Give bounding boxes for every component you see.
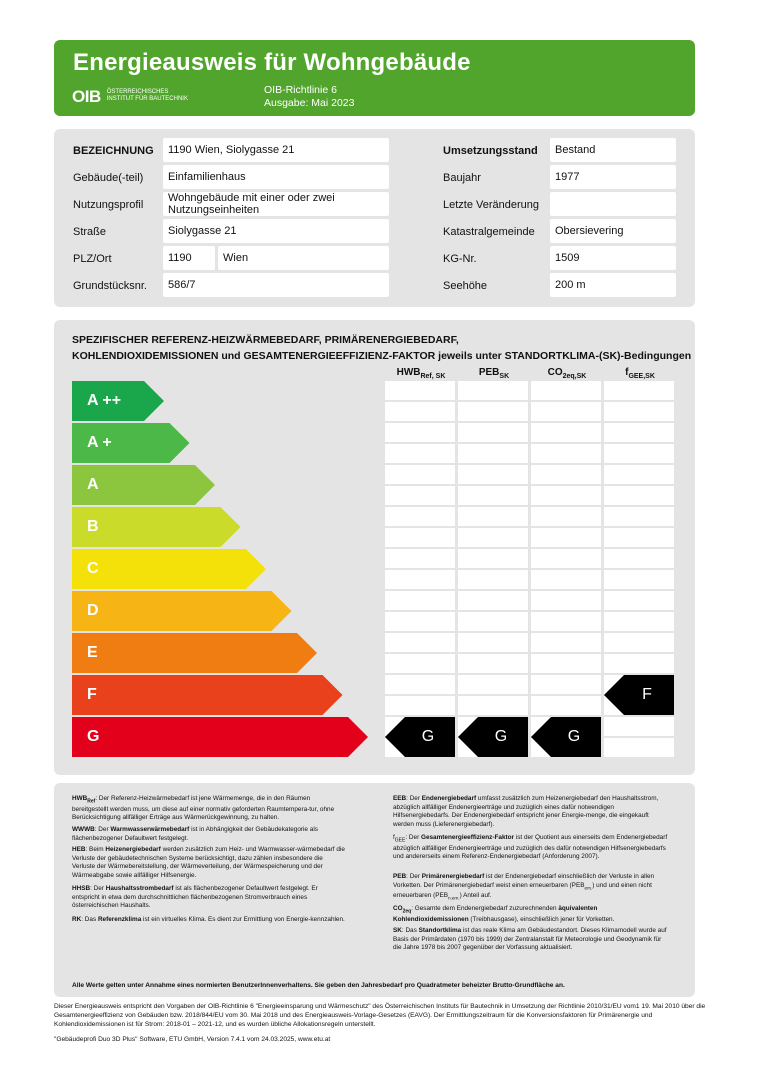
column-header-hwb	[385, 367, 457, 380]
rating-marker-label: G	[494, 728, 508, 745]
definition-co2-pre: : Gesamte dem Endenergiebedarf zuzurechnenden	[411, 905, 559, 912]
nutzungsprofil-value	[163, 192, 389, 216]
scale-grid-cell	[458, 675, 528, 694]
scale-grid-cell	[385, 381, 455, 400]
scale-grid-cell	[458, 486, 528, 505]
definition-eeb	[393, 795, 668, 829]
definition-co2-text: (Treibhausgase), einschließlich jener für Vorketten.	[468, 915, 615, 923]
definition-fgee	[393, 834, 668, 862]
definition-hwb	[72, 795, 347, 823]
scale-grid-cell	[458, 423, 528, 442]
scale-grid-cell	[458, 654, 528, 673]
katastralgemeinde-value: Obersievering	[550, 219, 676, 243]
column-header-peb-main: PEB	[478, 367, 500, 378]
scale-grid-cell	[531, 486, 601, 505]
definition-fgee-term: f	[393, 834, 395, 841]
scale-grid-cell	[604, 423, 674, 442]
definition-peb	[393, 873, 668, 903]
energy-title	[72, 332, 692, 364]
ausgabe-label: Ausgabe: Mai 2023	[264, 97, 355, 109]
scale-grid-cell	[604, 402, 674, 421]
nutzungsprofil-label: Nutzungsprofil	[73, 199, 144, 211]
definition-hhsb	[72, 885, 347, 911]
kg-nr-label: KG-Nr.	[443, 253, 477, 265]
umsetzungsstand-value: Bestand	[550, 138, 676, 162]
seehoehe-label: Seehöhe	[443, 280, 488, 292]
definition-heb-bold: Heizenergiebedarf	[105, 846, 161, 853]
definition-wwwb	[72, 826, 347, 843]
definition-rk-term: RK	[72, 916, 82, 923]
scale-grid-cell	[458, 381, 528, 400]
scale-grid-cell	[604, 633, 674, 652]
scale-grid-cell	[458, 591, 528, 610]
definition-fgee-text: ist der Quotient aus einerseits dem Endenergiebedarf abzüglich allfälliger Endenergieerträge und zuzüglich des dafür notwendigen Hilfsenergiebedarfs und andererseits einem Referenz-Endenergiebedarf (Anforderung 2007).	[393, 834, 668, 861]
oib-logo-mark: OIB	[72, 86, 101, 106]
definition-peb-bold: Primärenergiebedarf	[421, 873, 485, 880]
definition-fgee-pre: : Der	[405, 834, 421, 841]
ort-value: Wien	[218, 246, 389, 270]
scale-grid-cell	[385, 465, 455, 484]
definition-co2-term: CO	[393, 905, 403, 912]
definition-heb-text: werden zusätzlich zum Heiz- und Warmwasser-wärmebedarf die Verluste der gebäudetechnischen Systeme berücksichtigt, dazu zählen insbesondere die Verluste der Wärmebereitstellung, der Wärmeverteilung, der Wärmespeicherung und der Wärmeabgabe sowie allfälliger Hilfsenergie.	[72, 846, 345, 879]
scale-grid-cell	[531, 444, 601, 463]
energy-title-line1: SPEZIFISCHER REFERENZ-HEIZWÄRMEBEDARF, PRIMÄRENERGIEBEDARF,	[72, 334, 459, 346]
document-title: Energieausweis für Wohngebäude	[73, 49, 471, 76]
energy-rating-panel	[54, 320, 695, 775]
definition-hwb-sub: Ref	[87, 798, 96, 805]
definition-peb-term: PEB	[393, 873, 407, 880]
scale-grid-cell	[458, 507, 528, 526]
class-arrow-g	[72, 717, 368, 757]
definition-peb-sub1: ern.	[584, 884, 593, 890]
scale-grid-cell	[458, 402, 528, 421]
definition-hwb-term: HWB	[72, 795, 88, 802]
scale-grid-cell	[604, 570, 674, 589]
definition-eeb-text: umfasst zusätzlich zum Heizenergiebedarf den Haushaltsstrom, abzüglich allfälliger Endenergieerträge und zuzüglich eines dafür notwendigen Hilfsenergiebedarfs. Der Endenergiebedarf entspricht jener Energie-menge, die eingekauft werden muss (Lieferenergiebedarf).	[393, 795, 659, 828]
definition-rk-pre: : Das	[81, 916, 98, 923]
footer-legal-text: Dieser Energieausweis entspricht den Vorgaben der OIB-Richtlinie 6 "Energieeinsparung und Wärmeschutz" des Österreichischen Instituts für Bautechnik in Umsetzung der Richtlinie 2010/31/EU vom1 19. Mai 2010 über die Gesamtenergieeffizienz von Gebäuden bzw. 2018/844/EU vom 30. Mai 2018 und des Energieausweis-Vorlage-Gesetzes (EAVG). Der Ermittlungszeitraum für die Konversionsfaktoren für Primärenergie und Kohlendioxidemissionen ist für Strom: 2018-01 – 2021-12, und es wurden übliche Allokationsregeln unterstellt.	[54, 1003, 706, 1028]
katastralgemeinde-label: Katastralgemeinde	[443, 226, 535, 238]
rating-marker-label: F	[642, 686, 652, 703]
class-arrow-d	[72, 591, 292, 631]
definition-co2-bold: äquivalenten Kohlendioxidemissionen	[393, 905, 598, 923]
definition-hhsb-pre: : Der	[90, 885, 106, 892]
scale-grid-cell	[531, 549, 601, 568]
definition-hwb-text: : Der Referenz-Heizwärmebedarf ist jene Wärmemenge, die in den Räumen bereitgestellt werden muss, um diese auf einer normativ geforderten Raumtempera-tur, ohne Berücksichtigung allfälliger Erträge aus Wärmerückgewinnung, zu halten.	[72, 795, 335, 822]
scale-grid-cell	[531, 696, 601, 715]
scale-grid-cell	[604, 591, 674, 610]
strasse-label: Straße	[73, 226, 107, 238]
scale-grid-cell	[531, 423, 601, 442]
definition-co2	[393, 905, 668, 924]
scale-grid-cell	[604, 738, 674, 757]
baujahr-label: Baujahr	[443, 172, 481, 184]
gebaeude-label: Gebäude(-teil)	[73, 172, 144, 184]
definition-heb-term: HEB	[72, 846, 86, 853]
class-label-aplus: A +	[87, 434, 112, 451]
definition-wwwb-pre: : Der	[94, 826, 111, 833]
definition-eeb-bold: Endenergiebedarf	[421, 795, 477, 802]
definition-hhsb-text: ist als flächenbezogener Defaultwert festgelegt. Er entspricht in etwa dem durchschnittlichen flächenbezogenen Stromverbrauch eines österreichischen Haushalts.	[72, 885, 318, 910]
definition-peb-pre: : Der	[406, 873, 422, 880]
umsetzungsstand-label: Umsetzungsstand	[443, 145, 538, 157]
scale-grid-cell	[458, 633, 528, 652]
column-header-co2-sub: 2eq,SK	[562, 373, 587, 380]
scale-grid-cell	[458, 444, 528, 463]
class-label-aplusplus: A ++	[87, 392, 122, 409]
class-label-e: E	[87, 644, 98, 661]
column-header-hwb-main: HWB	[396, 367, 421, 378]
letzte-veraenderung-value	[550, 192, 676, 216]
scale-grid-cell	[531, 675, 601, 694]
nutzungsprofil-line1: Wohngebäude mit einer oder zwei	[168, 192, 335, 204]
column-header-co2-main: CO	[547, 367, 563, 378]
scale-grid-cell	[604, 444, 674, 463]
class-label-c: C	[87, 560, 99, 577]
gebaeude-value: Einfamilienhaus	[163, 165, 389, 189]
scale-grid-cell	[604, 486, 674, 505]
column-header-fgee-main: f	[625, 367, 629, 378]
plzort-label: PLZ/Ort	[73, 253, 112, 265]
scale-grid-cell	[385, 507, 455, 526]
definition-peb-end: ) Anteil auf.	[459, 892, 492, 900]
definition-sk	[393, 927, 668, 953]
scale-grid-cell	[604, 717, 674, 736]
scale-grid-cell	[531, 528, 601, 547]
scale-grid-cell	[385, 675, 455, 694]
scale-grid-cell	[458, 696, 528, 715]
scale-grid-cell	[385, 549, 455, 568]
scale-grid-cell	[531, 465, 601, 484]
scale-grid-cell	[385, 444, 455, 463]
scale-grid-cell	[531, 507, 601, 526]
scale-grid-cell	[604, 465, 674, 484]
scale-grid-cell	[604, 549, 674, 568]
rating-marker-label: G	[421, 728, 435, 745]
scale-grid-cell	[458, 612, 528, 631]
class-label-g: G	[87, 728, 100, 745]
column-header-hwb-sub: Ref, SK	[420, 373, 446, 380]
oib-logo-text	[107, 89, 188, 103]
column-header-co2	[531, 367, 603, 380]
definition-sk-pre: : Das	[401, 927, 419, 934]
scale-grid-cell	[531, 591, 601, 610]
scale-grid-cell	[385, 486, 455, 505]
class-label-a: A	[87, 476, 99, 493]
definition-sk-term: SK	[393, 927, 402, 934]
scale-grid-cell	[531, 654, 601, 673]
definition-wwwb-text: ist in Abhängigkeit der Gebäudekategorie als flächenbezogener Defaultwert festgelegt.	[72, 826, 318, 842]
class-label-d: D	[87, 602, 99, 619]
definition-eeb-term: EEB	[393, 795, 407, 802]
scale-grid-cell	[385, 528, 455, 547]
scale-grid-cell	[604, 528, 674, 547]
bezeichnung-value: 1190 Wien, Siolygasse 21	[163, 138, 389, 162]
scale-grid-cell	[385, 633, 455, 652]
scale-grid-cell	[604, 381, 674, 400]
scale-grid-cell	[385, 696, 455, 715]
building-info-panel	[54, 129, 695, 307]
scale-grid-cell	[604, 507, 674, 526]
scale-grid-cell	[531, 612, 601, 631]
grundstuecksnr-value: 586/7	[163, 273, 389, 297]
scale-grid-cell	[458, 528, 528, 547]
energy-title-line2: KOHLENDIOXIDEMISSIONEN und GESAMTENERGIEEFFIZIENZ-FAKTOR jeweils unter STANDORTKLIMA-(SK)-Bedingungen	[72, 350, 692, 362]
letzte-veraenderung-label: Letzte Veränderung	[443, 199, 540, 211]
definition-co2-sub: 2eq	[402, 908, 412, 915]
scale-grid-cell	[531, 633, 601, 652]
richtlinie-label: OIB-Richtlinie 6	[264, 84, 337, 96]
definition-wwwb-bold: Warmwasserwärmebedarf	[110, 826, 190, 833]
class-label-b: B	[87, 518, 99, 535]
scale-grid-cell	[385, 402, 455, 421]
definition-rk-bold: Referenzklima	[97, 916, 142, 923]
definition-peb-text: ist der Endenergiebedarf einschließlich der Verluste in allen Vorketten. Der Primärenergiebedarf weist einen erneuerbaren (PEB	[393, 873, 655, 889]
definition-hhsb-term: HHSB	[72, 885, 91, 892]
scale-grid-cell	[604, 612, 674, 631]
scale-grid-cell	[458, 465, 528, 484]
definition-rk-text: ist ein virtuelles Klima. Es dient zur Ermittlung von Energie-kennzahlen.	[141, 916, 345, 923]
bezeichnung-label: BEZEICHNUNG	[73, 145, 154, 157]
definitions-footnote: Alle Werte gelten unter Annahme eines normierten BenutzerInnenverhaltens. Sie geben den Jahresbedarf pro Quadratmeter beheizter Brutto-Grundfläche an.	[72, 982, 565, 989]
scale-grid-cell	[458, 570, 528, 589]
plz-value: 1190	[163, 246, 215, 270]
class-label-f: F	[87, 686, 97, 703]
footer-software-text: "Gebäudeprofi Duo 3D Plus" Software, ETU GmbH, Version 7.4.1 vom 24.03.2025, www.etu.at	[54, 1036, 331, 1043]
rating-marker-label: G	[567, 728, 581, 745]
definition-eeb-pre: : Der	[406, 795, 422, 802]
definition-hhsb-bold: Haushaltsstrombedarf	[105, 885, 174, 892]
definition-wwwb-term: WWWB	[72, 826, 95, 833]
definitions-panel	[54, 783, 695, 997]
definition-sk-bold: Standortklima	[418, 927, 462, 934]
strasse-value: Siolygasse 21	[163, 219, 389, 243]
scale-grid-cell	[385, 612, 455, 631]
definition-heb	[72, 846, 347, 880]
class-arrow-c	[72, 549, 266, 589]
class-arrow-f	[72, 675, 343, 715]
oib-logo-line1: ÖSTERREICHISCHES	[106, 89, 169, 95]
kg-nr-value: 1509	[550, 246, 676, 270]
definition-peb-mid: ) und und einen nicht erneuerbaren (PEB	[393, 881, 652, 900]
definition-peb-sub2: n.ern.	[448, 895, 460, 901]
scale-grid-cell	[385, 570, 455, 589]
baujahr-value: 1977	[550, 165, 676, 189]
column-header-fgee-sub: GEE,SK	[628, 373, 655, 380]
grundstuecksnr-label: Grundstücksnr.	[73, 280, 147, 292]
class-arrow-e	[72, 633, 317, 673]
scale-grid-cell	[531, 402, 601, 421]
column-header-peb	[458, 367, 530, 380]
definition-fgee-bold: Gesamtenergieeffizienz-Faktor	[420, 834, 515, 841]
definition-sk-text: ist das reale Klima am Gebäudestandort. Dieses Klimamodell wurde auf Basis der Primärdaten (1970 bis 1999) der Zentralanstalt für Meteorologie und Geodynamik für die Jahre 1978 bis 2007 gegenüber der Vorfassung aktualisiert.	[393, 927, 667, 952]
seehoehe-value: 200 m	[550, 273, 676, 297]
scale-grid-cell	[531, 381, 601, 400]
oib-logo-line2: INSTITUT FÜR BAUTECHNIK	[106, 96, 188, 102]
scale-grid-cell	[604, 654, 674, 673]
scale-grid-cell	[531, 570, 601, 589]
header-banner	[54, 40, 695, 116]
scale-grid-cell	[385, 423, 455, 442]
definition-rk	[72, 916, 347, 925]
nutzungsprofil-line2: Nutzungseinheiten	[168, 204, 260, 216]
oib-logo	[72, 85, 188, 107]
definition-heb-pre: : Beim	[85, 846, 106, 853]
scale-grid-cell	[458, 549, 528, 568]
scale-grid-cell	[385, 654, 455, 673]
definition-fgee-sub: GEE	[394, 837, 406, 844]
column-header-fgee	[604, 367, 676, 380]
scale-grid-cell	[385, 591, 455, 610]
column-header-peb-sub: SK	[499, 373, 510, 380]
